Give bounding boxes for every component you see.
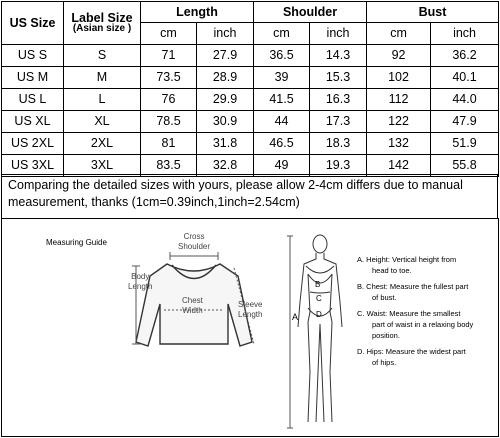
unit-header: inch xyxy=(310,23,367,45)
table-row xyxy=(2,89,499,111)
bust-inch-cell: 47.9 xyxy=(431,111,499,133)
bust-cm-cell: 92 xyxy=(367,45,431,67)
chest-width-label: Chest Width xyxy=(182,296,203,315)
us-size-cell: US 3XL xyxy=(2,155,64,177)
body-letter-b: B xyxy=(315,280,321,289)
us-size-cell: US M xyxy=(2,67,64,89)
length-inch-cell: 29.9 xyxy=(197,89,254,111)
shoulder-cm-cell: 46.5 xyxy=(254,133,310,155)
shoulder-header: Shoulder xyxy=(254,2,367,23)
shoulder-cm-cell: 36.5 xyxy=(254,45,310,67)
bust-cm-cell: 102 xyxy=(367,67,431,89)
length-cm-cell: 83.5 xyxy=(141,155,197,177)
bust-inch-cell: 55.8 xyxy=(431,155,499,177)
unit-header: cm xyxy=(254,23,310,45)
legend-item-height: A. Height: Vertical height from head to toe. xyxy=(357,255,457,275)
body-letter-a: A xyxy=(292,312,299,322)
label-size-subtitle: (Asian size ) xyxy=(72,23,132,35)
size-chart-table xyxy=(1,1,499,177)
body-length-label: Body Length xyxy=(128,272,153,291)
length-cm-cell: 73.5 xyxy=(141,67,197,89)
body-letter-d: D xyxy=(316,310,322,319)
unit-header: inch xyxy=(431,23,499,45)
body-figure-illustration xyxy=(286,232,346,432)
us-size-cell: US 2XL xyxy=(2,133,64,155)
us-size-cell: US S xyxy=(2,45,64,67)
length-header: Length xyxy=(141,2,254,23)
label-size-cell: S xyxy=(64,45,141,67)
legend-item-hips: D. Hips: Measure the widest part of hips. xyxy=(357,347,466,367)
shoulder-inch-cell: 15.3 xyxy=(310,67,367,89)
table-row xyxy=(2,45,499,67)
sleeve-length-label: Sleeve Length xyxy=(238,300,263,319)
length-inch-cell: 28.9 xyxy=(197,67,254,89)
shoulder-cm-cell: 44 xyxy=(254,111,310,133)
shoulder-cm-cell: 49 xyxy=(254,155,310,177)
length-cm-cell: 78.5 xyxy=(141,111,197,133)
length-cm-cell: 76 xyxy=(141,89,197,111)
unit-header: inch xyxy=(197,23,254,45)
bust-cm-cell: 122 xyxy=(367,111,431,133)
label-size-cell: 2XL xyxy=(64,133,141,155)
length-inch-cell: 32.8 xyxy=(197,155,254,177)
bust-inch-cell: 51.9 xyxy=(431,133,499,155)
table-row xyxy=(2,133,499,155)
shoulder-inch-cell: 16.3 xyxy=(310,89,367,111)
shoulder-inch-cell: 14.3 xyxy=(310,45,367,67)
cross-shoulder-label: Cross Shoulder xyxy=(178,232,211,251)
length-inch-cell: 27.9 xyxy=(197,45,254,67)
measurement-note: Comparing the detailed sizes with yours, please allow 2-4cm differs due to manual measurement, thanks (1cm=0.39inch,1inch=2.54cm) xyxy=(1,174,498,219)
label-size-cell: L xyxy=(64,89,141,111)
table-row xyxy=(2,67,499,89)
length-inch-cell: 31.8 xyxy=(197,133,254,155)
label-size-title: Label Size xyxy=(71,10,133,25)
shoulder-inch-cell: 17.3 xyxy=(310,111,367,133)
us-size-cell: US L xyxy=(2,89,64,111)
label-size-cell: XL xyxy=(64,111,141,133)
length-inch-cell: 30.9 xyxy=(197,111,254,133)
bust-inch-cell: 36.2 xyxy=(431,45,499,67)
bust-cm-cell: 132 xyxy=(367,133,431,155)
bust-header: Bust xyxy=(367,2,499,23)
bust-inch-cell: 44.0 xyxy=(431,89,499,111)
unit-header: cm xyxy=(367,23,431,45)
guide-title: Measuring Guide xyxy=(46,238,107,247)
label-size-header xyxy=(64,2,141,45)
table-row xyxy=(2,111,499,133)
shoulder-cm-cell: 41.5 xyxy=(254,89,310,111)
bust-cm-cell: 112 xyxy=(367,89,431,111)
shoulder-inch-cell: 18.3 xyxy=(310,133,367,155)
bust-inch-cell: 40.1 xyxy=(431,67,499,89)
label-size-cell: 3XL xyxy=(64,155,141,177)
length-cm-cell: 71 xyxy=(141,45,197,67)
shoulder-cm-cell: 39 xyxy=(254,67,310,89)
legend-item-waist: C. Waist: Measure the smallest part of waist in a relaxing body position. xyxy=(357,309,474,340)
us-size-header: US Size xyxy=(2,2,64,45)
unit-header: cm xyxy=(141,23,197,45)
measuring-guide xyxy=(1,218,499,437)
us-size-cell: US XL xyxy=(2,111,64,133)
length-cm-cell: 81 xyxy=(141,133,197,155)
bust-cm-cell: 142 xyxy=(367,155,431,177)
body-letter-c: C xyxy=(316,294,322,303)
label-size-cell: M xyxy=(64,67,141,89)
measurement-legend xyxy=(357,254,493,373)
shoulder-inch-cell: 19.3 xyxy=(310,155,367,177)
legend-item-chest: B. Chest: Measure the fullest part of bust. xyxy=(357,282,469,302)
